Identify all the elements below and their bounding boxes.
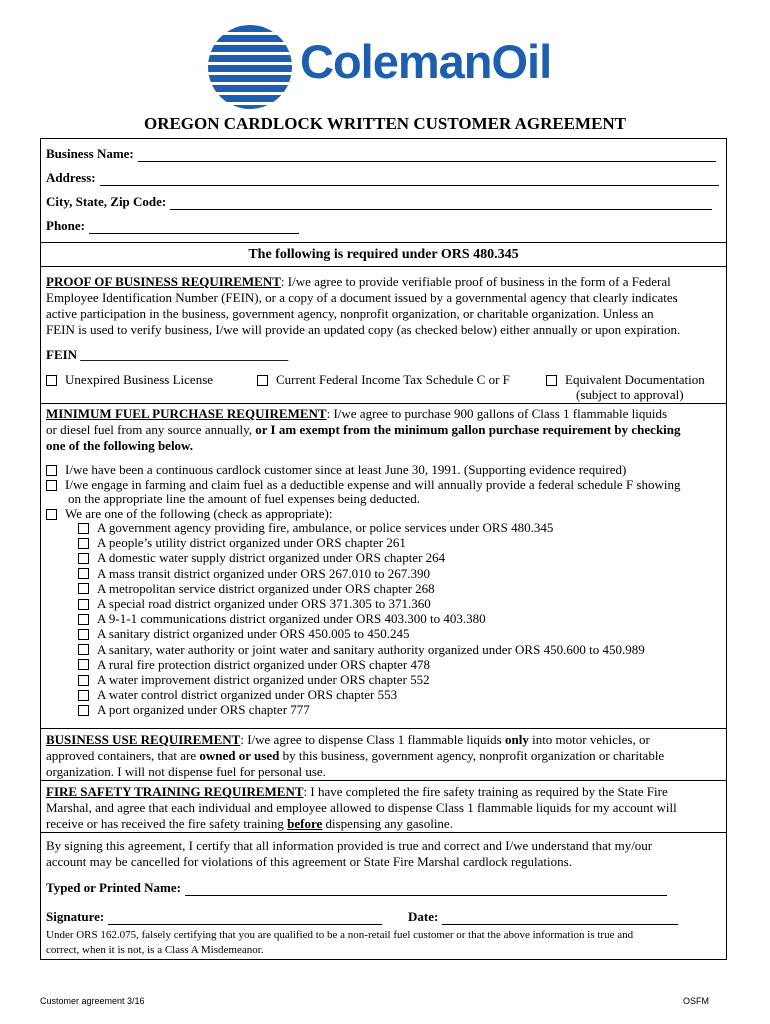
fire-before: before (287, 816, 323, 831)
checkbox[interactable] (78, 583, 89, 594)
certify-text: account may be cancelled for violations of this agreement or State Fire Marshal cardlock regulations. (46, 854, 572, 869)
phone-label: Phone: (46, 218, 85, 233)
organization-option[interactable] (78, 566, 430, 581)
exempt-item[interactable] (46, 477, 680, 492)
fire-text: receive or has received the fire safety training (46, 816, 288, 831)
organization-option[interactable] (78, 550, 445, 565)
divider (40, 832, 727, 833)
checkbox[interactable] (78, 553, 89, 564)
fire-text: Marshal, and agree that each individual and employee allowed to dispense Class 1 flammable liquids for my account will (46, 800, 677, 815)
required-heading: The following is required under ORS 480.345 (248, 247, 519, 262)
option-label: A domestic water supply district organized under ORS chapter 264 (97, 550, 446, 566)
fein-field[interactable]: FEIN ________________________________ (46, 347, 289, 362)
certify-section (46, 838, 726, 870)
checkbox[interactable] (78, 659, 89, 670)
city-label: City, State, Zip Code: (46, 194, 167, 209)
minfuel-label: MINIMUM FUEL PURCHASE REQUIREMENT (46, 406, 327, 421)
organization-option[interactable] (78, 672, 430, 687)
option-label: A mass transit district organized under ORS 267.010 to 267.390 (97, 565, 431, 581)
divider (40, 728, 727, 729)
fire-section (46, 784, 726, 832)
divider (40, 242, 727, 243)
fire-text: : I have completed the fire safety training as required by the State Fire (303, 784, 668, 799)
option-equivalent-doc[interactable] (546, 372, 705, 387)
option-label: Equivalent Documentation (565, 372, 705, 387)
option-label: A 9-1-1 communications district organized under ORS 403.300 to 403.380 (97, 611, 486, 627)
organization-option[interactable] (78, 702, 310, 717)
subject-note: (subject to approval) (576, 387, 684, 402)
checkbox[interactable] (257, 375, 268, 386)
fire-label: FIRE SAFETY TRAINING REQUIREMENT (46, 784, 304, 799)
checkbox[interactable] (78, 538, 89, 549)
checkbox[interactable] (78, 705, 89, 716)
minfuel-exempt: or I am exempt from the minimum gallon purchase requirement by checking (255, 422, 681, 437)
proof-section (46, 274, 726, 338)
business-only: only (504, 732, 529, 747)
option-label: A special road district organized under ORS 371.305 to 371.360 (97, 596, 431, 611)
company-logo (205, 22, 565, 112)
business-label: BUSINESS USE REQUIREMENT (46, 732, 241, 747)
footer-right: OSFM (683, 996, 709, 1006)
organization-option[interactable] (78, 687, 397, 702)
organization-option[interactable] (78, 611, 486, 626)
signature-input[interactable] (108, 910, 382, 925)
checkbox[interactable] (78, 644, 89, 655)
option-label: A government agency providing fire, ambulance, or police services under ORS 480.345 (97, 520, 554, 535)
phone-input[interactable] (89, 219, 299, 234)
business-name-input[interactable] (138, 147, 716, 162)
checkbox[interactable] (78, 614, 89, 625)
option-label: A port organized under ORS chapter 777 (97, 702, 310, 718)
business-text: approved containers, that are (46, 748, 200, 763)
date-label: Date: (408, 909, 439, 924)
organization-option[interactable] (78, 581, 435, 596)
checkbox[interactable] (78, 629, 89, 640)
option-label: A metropolitan service district organized under ORS chapter 268 (97, 580, 435, 596)
fire-text: dispensing any gasoline. (322, 816, 453, 831)
logo-text: ColemanOil (300, 35, 552, 88)
footer-left: Customer agreement 3/16 (40, 996, 145, 1006)
organization-option[interactable] (78, 596, 431, 611)
divider (40, 266, 727, 267)
checkbox[interactable] (546, 375, 557, 386)
checkbox[interactable] (78, 523, 89, 534)
typed-name-label: Typed or Printed Name: (46, 880, 181, 895)
misdemeanor-warning (46, 928, 726, 958)
exempt-item[interactable] (46, 506, 333, 521)
divider (40, 780, 727, 781)
address-field[interactable] (46, 170, 719, 186)
certify-text: By signing this agreement, I certify that all information provided is true and correct and I/we understand that my/our (46, 838, 653, 853)
item-continued: on the appropriate line the amount of fuel expenses being deducted. (68, 491, 420, 506)
proof-line: active participation in the business, government agency, nonprofit organization, or charitable organization. Unless an (46, 306, 654, 321)
typed-name-field[interactable] (46, 880, 667, 896)
option-label: A water control district organized under ORS chapter 553 (97, 687, 398, 703)
proof-label: PROOF OF BUSINESS REQUIREMENT (46, 274, 281, 289)
organization-option[interactable] (78, 626, 409, 641)
option-tax-schedule[interactable] (257, 372, 510, 387)
option-label: Current Federal Income Tax Schedule C or F (276, 372, 510, 387)
checkbox[interactable] (78, 675, 89, 686)
checkbox[interactable] (46, 509, 57, 520)
option-label: Unexpired Business License (65, 372, 214, 387)
organization-option[interactable] (78, 642, 645, 657)
business-section (46, 732, 726, 780)
minfuel-text: one of the following below. (46, 438, 193, 453)
organization-option[interactable] (78, 535, 406, 550)
option-business-license[interactable] (46, 372, 213, 387)
city-input[interactable] (170, 195, 712, 210)
page-title: OREGON CARDLOCK WRITTEN CUSTOMER AGREEMENT (143, 114, 627, 133)
exempt-item[interactable] (46, 462, 626, 477)
business-text: by this business, government agency, nonprofit organization or charitable (279, 748, 665, 763)
minfuel-text: : I/we agree to purchase 900 gallons of Class 1 flammable liquids (326, 406, 668, 421)
date-input[interactable] (442, 910, 678, 925)
business-text: organization. I will not dispense fuel for personal use. (46, 764, 326, 779)
proof-line: Employee Identification Number (FEIN), or a copy of a document issued by a governmental agency that clearly indicates (46, 290, 678, 305)
item-label: I/we have been a continuous cardlock customer since at least June 30, 1991. (Supporting evidence required) (65, 462, 627, 477)
option-label: A sanitary, water authority or joint water and sanitary authority organized under ORS 450.600 to 450.989 (97, 641, 645, 657)
city-field[interactable] (46, 194, 712, 210)
organization-option[interactable] (78, 520, 553, 535)
checkbox[interactable] (46, 465, 57, 476)
business-owned: owned or used (199, 748, 280, 763)
option-label: A sanitary district organized under ORS 450.005 to 450.245 (97, 626, 410, 642)
business-text: : I/we agree to dispense Class 1 flammable liquids (240, 732, 505, 747)
address-label: Address: (46, 170, 96, 185)
minfuel-section (46, 406, 726, 454)
warning-text: Under ORS 162.075, falsely certifying that you are qualified to be a non-retail fuel customer or that the above information is true and (46, 929, 634, 941)
checkbox[interactable] (78, 599, 89, 610)
warning-text: correct, when it is not, is a Class A Misdemeanor. (46, 944, 264, 956)
proof-line: FEIN is used to verify business, I/we will provide an updated copy (as checked below) either annually or upon expiration. (46, 322, 681, 337)
item-label: I/we engage in farming and claim fuel as a deductible expense and will annually provide a federal schedule F showing (65, 477, 681, 492)
item-label: We are one of the following (check as appropriate): (65, 506, 333, 521)
business-name-label: Business Name: (46, 146, 134, 161)
business-name-field[interactable] (46, 146, 716, 162)
business-text: into motor vehicles, or (528, 732, 650, 747)
proof-text: : I/we agree to provide verifiable proof of business in the form of a Federal (280, 274, 671, 289)
minfuel-text: or diesel fuel from any source annually, (46, 422, 256, 437)
checkbox[interactable] (46, 480, 57, 491)
logo-globe-icon (205, 22, 295, 112)
checkbox[interactable] (78, 690, 89, 701)
divider (40, 403, 727, 404)
checkbox[interactable] (46, 375, 57, 386)
organization-option[interactable] (78, 657, 430, 672)
typed-name-input[interactable] (185, 881, 667, 896)
option-label: A people’s utility district organized under ORS chapter 261 (97, 535, 406, 551)
date-field[interactable] (408, 909, 678, 925)
address-input[interactable] (100, 171, 719, 186)
phone-field[interactable] (46, 218, 299, 234)
signature-label: Signature: (46, 909, 105, 924)
option-label: A rural fire protection district organized under ORS chapter 478 (97, 656, 430, 672)
option-label: A water improvement district organized under ORS chapter 552 (97, 672, 430, 687)
signature-field[interactable] (46, 909, 382, 925)
checkbox[interactable] (78, 568, 89, 579)
